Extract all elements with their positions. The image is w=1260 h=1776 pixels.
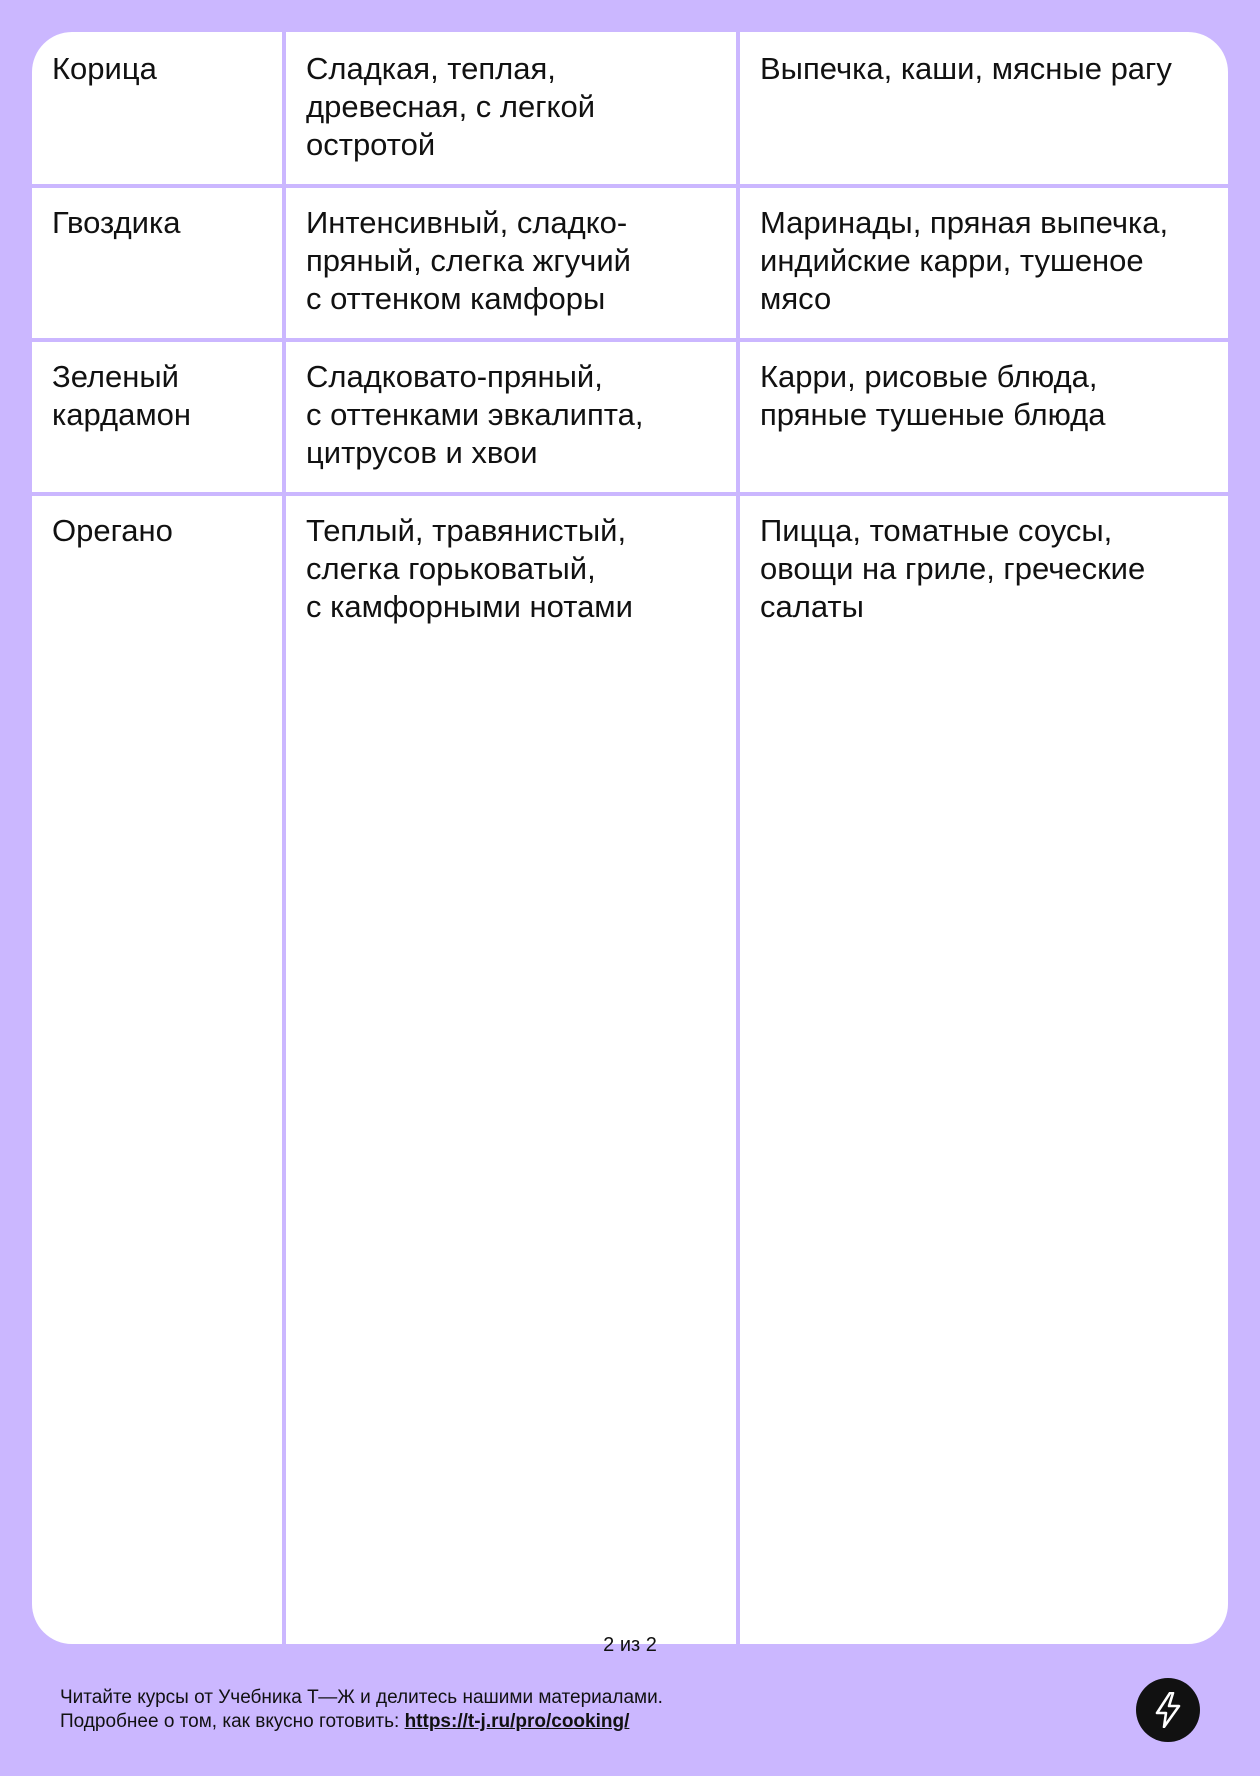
cell-usage: Карри, рисовые блюда, пряные тушеные блюда: [760, 359, 1106, 432]
cell-spice-name: Орегано: [52, 513, 173, 548]
cell-usage: Пицца, томатные соусы, овощи на гриле, греческие салаты: [760, 513, 1146, 624]
footer-line-2: [60, 1710, 663, 1734]
cell-flavor: Сладковато-пряный, с оттенками эвкалипта, цитрусов и хвои: [306, 359, 644, 470]
cell-flavor: Сладкая, теплая, древесная, с легкой остротой: [306, 51, 596, 162]
column-divider: [736, 32, 740, 1644]
footer-line-2-text: Подробнее о том, как вкусно готовить:: [60, 1711, 405, 1732]
cell-usage: Маринады, пряная выпечка, индийские карри, тушеное мясо: [760, 205, 1169, 316]
spice-table-card: [32, 32, 1228, 1644]
cell-flavor: Теплый, травянистый, слегка горьковатый, с камфорными нотами: [306, 513, 633, 624]
cell-spice-name: Корица: [52, 51, 157, 86]
cell-flavor: Интенсивный, сладко- пряный, слегка жгучий с оттенком камфоры: [306, 205, 631, 316]
column-divider: [282, 32, 286, 1644]
row-divider: [32, 338, 1228, 342]
brand-logo[interactable]: [1136, 1678, 1200, 1742]
cell-spice-name: Гвоздика: [52, 205, 181, 240]
cell-usage: Выпечка, каши, мясные рагу: [760, 51, 1172, 86]
row-divider: [32, 184, 1228, 188]
row-divider: [32, 492, 1228, 496]
footer-line-1: Читайте курсы от Учебника Т—Ж и делитесь нашими материалами.: [60, 1687, 663, 1708]
lightning-bolt-icon: [1152, 1692, 1184, 1728]
cooking-course-link[interactable]: https://t-j.ru/pro/cooking/: [404, 1711, 630, 1732]
cell-spice-name: Зеленый кардамон: [52, 359, 192, 432]
page-indicator: 2 из 2: [603, 1634, 657, 1656]
footer: [60, 1686, 663, 1734]
